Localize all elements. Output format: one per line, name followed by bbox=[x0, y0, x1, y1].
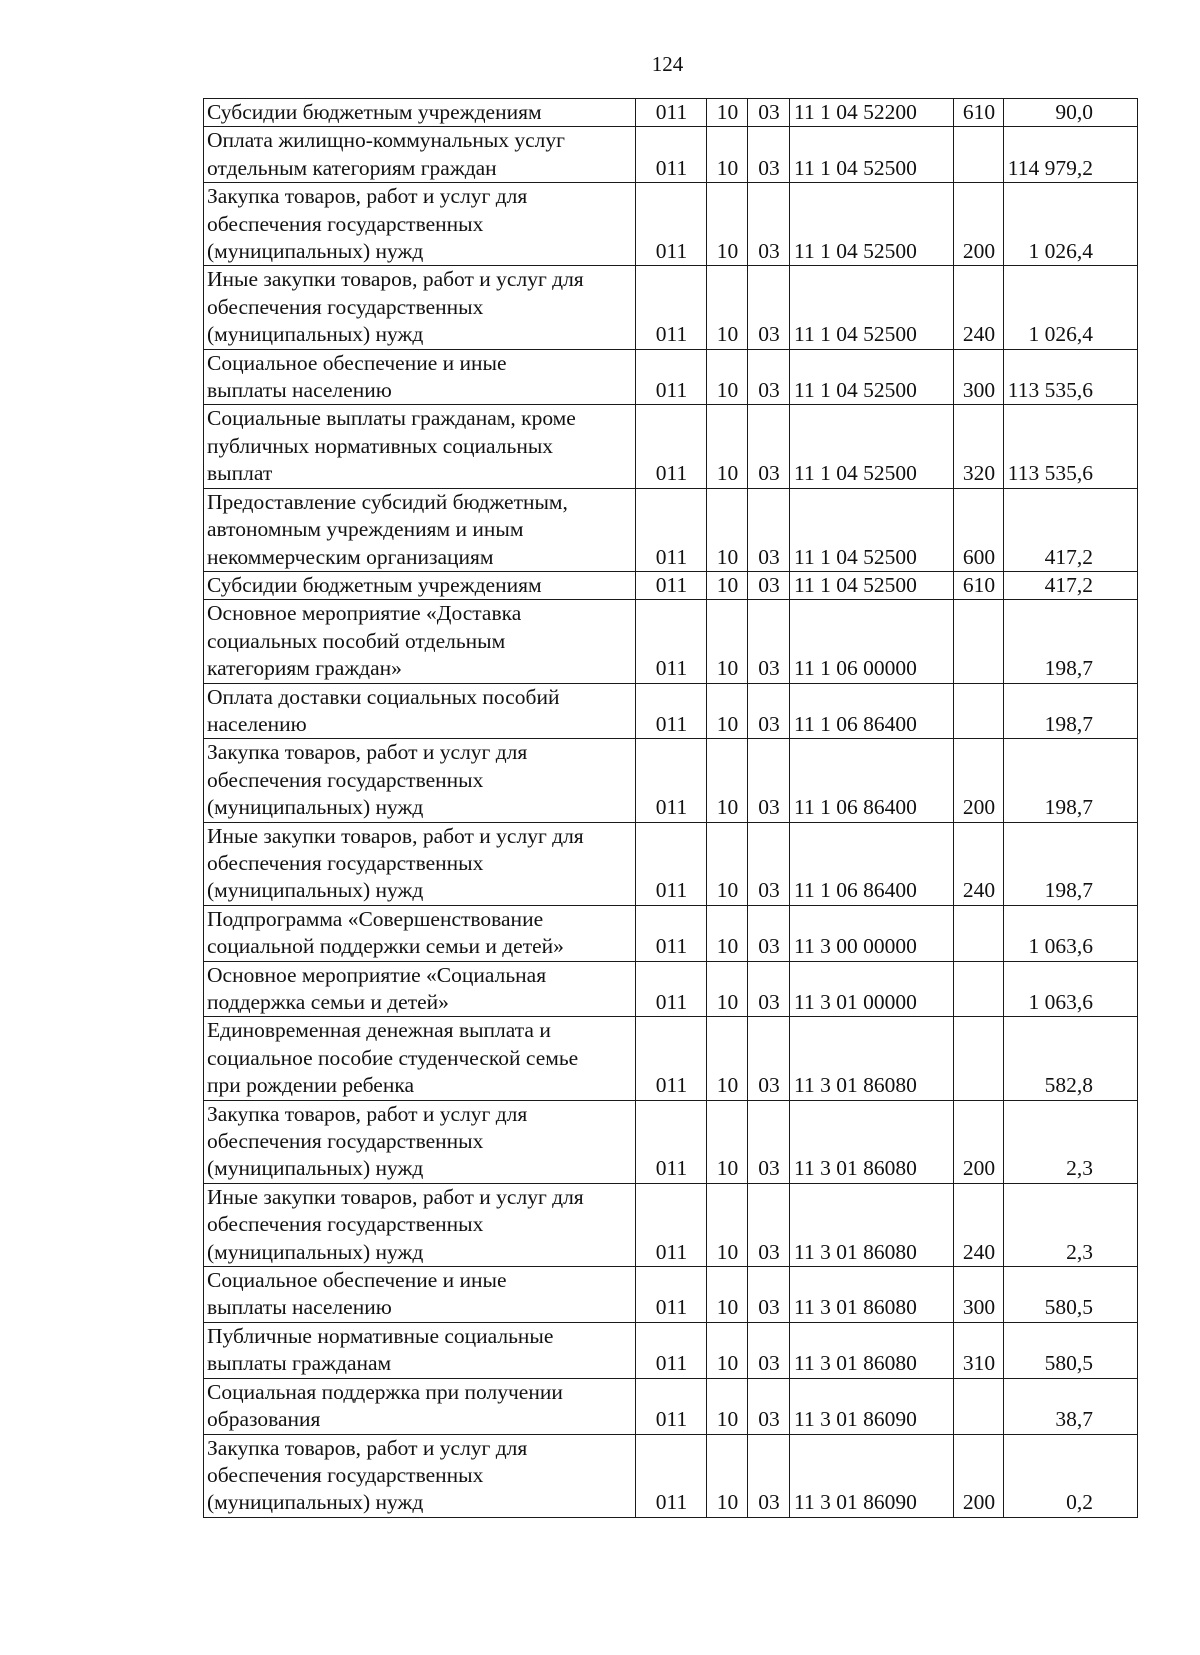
ved-code-cell: 011 bbox=[636, 905, 707, 961]
ved-code-cell: 011 bbox=[636, 683, 707, 739]
target-article-cell: 11 3 01 86080 bbox=[790, 1100, 954, 1183]
budget-table bbox=[203, 98, 1138, 1518]
target-article-cell: 11 1 06 86400 bbox=[790, 739, 954, 822]
row-name-cell: Публичные нормативные социальные выплаты гражданам bbox=[204, 1322, 636, 1378]
row-name-cell: Подпрограмма «Совершенствование социальной поддержки семьи и детей» bbox=[204, 905, 636, 961]
subsection-code-cell: 03 bbox=[748, 405, 790, 488]
ved-code-cell: 011 bbox=[636, 822, 707, 905]
ved-code-cell: 011 bbox=[636, 600, 707, 683]
table-row bbox=[204, 1267, 1138, 1323]
target-article-cell: 11 3 01 86080 bbox=[790, 1017, 954, 1100]
ved-code-cell: 011 bbox=[636, 1322, 707, 1378]
amount-cell: 0,2 bbox=[1004, 1434, 1138, 1517]
amount-cell: 417,2 bbox=[1004, 488, 1138, 571]
ved-code-cell: 011 bbox=[636, 99, 707, 127]
amount-cell: 198,7 bbox=[1004, 683, 1138, 739]
subsection-code-cell: 03 bbox=[748, 488, 790, 571]
page-number: 124 bbox=[651, 52, 684, 76]
table-row bbox=[204, 99, 1138, 127]
subsection-code-cell: 03 bbox=[748, 739, 790, 822]
table-row bbox=[204, 571, 1138, 599]
section-code-cell: 10 bbox=[707, 1100, 748, 1183]
target-article-cell: 11 1 04 52500 bbox=[790, 405, 954, 488]
expense-type-cell: 200 bbox=[954, 739, 1004, 822]
target-article-cell: 11 3 01 00000 bbox=[790, 961, 954, 1017]
table-row bbox=[204, 822, 1138, 905]
row-name-cell: Социальное обеспечение и иные выплаты населению bbox=[204, 349, 636, 405]
section-code-cell: 10 bbox=[707, 127, 748, 183]
expense-type-cell: 600 bbox=[954, 488, 1004, 571]
section-code-cell: 10 bbox=[707, 99, 748, 127]
expense-type-cell: 240 bbox=[954, 1183, 1004, 1266]
amount-cell: 2,3 bbox=[1004, 1100, 1138, 1183]
section-code-cell: 10 bbox=[707, 266, 748, 349]
section-code-cell: 10 bbox=[707, 905, 748, 961]
amount-cell: 198,7 bbox=[1004, 600, 1138, 683]
subsection-code-cell: 03 bbox=[748, 822, 790, 905]
ved-code-cell: 011 bbox=[636, 1017, 707, 1100]
row-name-cell: Оплата жилищно-коммунальных услуг отдельным категориям граждан bbox=[204, 127, 636, 183]
row-name-cell: Основное мероприятие «Доставка социальных пособий отдельным категориям граждан» bbox=[204, 600, 636, 683]
section-code-cell: 10 bbox=[707, 739, 748, 822]
expense-type-cell: 200 bbox=[954, 1100, 1004, 1183]
amount-cell: 582,8 bbox=[1004, 1017, 1138, 1100]
table-row bbox=[204, 1434, 1138, 1517]
row-name-cell: Социальные выплаты гражданам, кроме публичных нормативных социальных выплат bbox=[204, 405, 636, 488]
section-code-cell: 10 bbox=[707, 571, 748, 599]
section-code-cell: 10 bbox=[707, 600, 748, 683]
row-name-cell: Единовременная денежная выплата и социальное пособие студенческой семье при рождении ребенка bbox=[204, 1017, 636, 1100]
subsection-code-cell: 03 bbox=[748, 961, 790, 1017]
ved-code-cell: 011 bbox=[636, 571, 707, 599]
table-row bbox=[204, 1100, 1138, 1183]
section-code-cell: 10 bbox=[707, 822, 748, 905]
ved-code-cell: 011 bbox=[636, 266, 707, 349]
target-article-cell: 11 3 01 86080 bbox=[790, 1322, 954, 1378]
subsection-code-cell: 03 bbox=[748, 1378, 790, 1434]
amount-cell: 1 063,6 bbox=[1004, 905, 1138, 961]
subsection-code-cell: 03 bbox=[748, 266, 790, 349]
row-name-cell: Иные закупки товаров, работ и услуг для обеспечения государственных (муниципальных) нужд bbox=[204, 822, 636, 905]
row-name-cell: Закупка товаров, работ и услуг для обеспечения государственных (муниципальных) нужд bbox=[204, 1434, 636, 1517]
subsection-code-cell: 03 bbox=[748, 1322, 790, 1378]
row-name-cell: Иные закупки товаров, работ и услуг для обеспечения государственных (муниципальных) нужд bbox=[204, 1183, 636, 1266]
amount-cell: 113 535,6 bbox=[1004, 349, 1138, 405]
row-name-cell: Субсидии бюджетным учреждениям bbox=[204, 571, 636, 599]
amount-cell: 113 535,6 bbox=[1004, 405, 1138, 488]
subsection-code-cell: 03 bbox=[748, 1434, 790, 1517]
expense-type-cell bbox=[954, 600, 1004, 683]
subsection-code-cell: 03 bbox=[748, 183, 790, 266]
amount-cell: 417,2 bbox=[1004, 571, 1138, 599]
table-row bbox=[204, 1183, 1138, 1266]
section-code-cell: 10 bbox=[707, 1378, 748, 1434]
table-row bbox=[204, 739, 1138, 822]
expense-type-cell: 610 bbox=[954, 99, 1004, 127]
target-article-cell: 11 1 04 52500 bbox=[790, 266, 954, 349]
section-code-cell: 10 bbox=[707, 488, 748, 571]
section-code-cell: 10 bbox=[707, 349, 748, 405]
row-name-cell: Закупка товаров, работ и услуг для обеспечения государственных (муниципальных) нужд bbox=[204, 739, 636, 822]
row-name-cell: Социальное обеспечение и иные выплаты населению bbox=[204, 1267, 636, 1323]
table-row bbox=[204, 683, 1138, 739]
table-row bbox=[204, 1017, 1138, 1100]
expense-type-cell: 240 bbox=[954, 822, 1004, 905]
target-article-cell: 11 1 04 52200 bbox=[790, 99, 954, 127]
target-article-cell: 11 1 06 86400 bbox=[790, 683, 954, 739]
ved-code-cell: 011 bbox=[636, 127, 707, 183]
amount-cell: 580,5 bbox=[1004, 1267, 1138, 1323]
target-article-cell: 11 3 00 00000 bbox=[790, 905, 954, 961]
ved-code-cell: 011 bbox=[636, 1267, 707, 1323]
ved-code-cell: 011 bbox=[636, 1378, 707, 1434]
table-row bbox=[204, 349, 1138, 405]
subsection-code-cell: 03 bbox=[748, 1267, 790, 1323]
ved-code-cell: 011 bbox=[636, 961, 707, 1017]
target-article-cell: 11 1 04 52500 bbox=[790, 183, 954, 266]
target-article-cell: 11 1 04 52500 bbox=[790, 127, 954, 183]
row-name-cell: Социальная поддержка при получении образования bbox=[204, 1378, 636, 1434]
table-row bbox=[204, 127, 1138, 183]
section-code-cell: 10 bbox=[707, 1322, 748, 1378]
expense-type-cell bbox=[954, 961, 1004, 1017]
expense-type-cell: 300 bbox=[954, 1267, 1004, 1323]
row-name-cell: Иные закупки товаров, работ и услуг для обеспечения государственных (муниципальных) нужд bbox=[204, 266, 636, 349]
subsection-code-cell: 03 bbox=[748, 571, 790, 599]
expense-type-cell bbox=[954, 1017, 1004, 1100]
target-article-cell: 11 3 01 86090 bbox=[790, 1434, 954, 1517]
ved-code-cell: 011 bbox=[636, 488, 707, 571]
table-row bbox=[204, 961, 1138, 1017]
table-row bbox=[204, 488, 1138, 571]
amount-cell: 198,7 bbox=[1004, 739, 1138, 822]
ved-code-cell: 011 bbox=[636, 183, 707, 266]
table-row bbox=[204, 1378, 1138, 1434]
amount-cell: 1 026,4 bbox=[1004, 266, 1138, 349]
ved-code-cell: 011 bbox=[636, 1100, 707, 1183]
expense-type-cell: 610 bbox=[954, 571, 1004, 599]
amount-cell: 2,3 bbox=[1004, 1183, 1138, 1266]
section-code-cell: 10 bbox=[707, 183, 748, 266]
ved-code-cell: 011 bbox=[636, 739, 707, 822]
target-article-cell: 11 1 04 52500 bbox=[790, 349, 954, 405]
expense-type-cell bbox=[954, 683, 1004, 739]
subsection-code-cell: 03 bbox=[748, 1183, 790, 1266]
subsection-code-cell: 03 bbox=[748, 349, 790, 405]
row-name-cell: Предоставление субсидий бюджетным, автономным учреждениям и иным некоммерческим организациям bbox=[204, 488, 636, 571]
ved-code-cell: 011 bbox=[636, 1434, 707, 1517]
row-name-cell: Оплата доставки социальных пособий населению bbox=[204, 683, 636, 739]
subsection-code-cell: 03 bbox=[748, 600, 790, 683]
section-code-cell: 10 bbox=[707, 405, 748, 488]
expense-type-cell bbox=[954, 905, 1004, 961]
section-code-cell: 10 bbox=[707, 1267, 748, 1323]
expense-type-cell: 200 bbox=[954, 1434, 1004, 1517]
target-article-cell: 11 1 04 52500 bbox=[790, 571, 954, 599]
row-name-cell: Закупка товаров, работ и услуг для обеспечения государственных (муниципальных) нужд bbox=[204, 183, 636, 266]
ved-code-cell: 011 bbox=[636, 405, 707, 488]
section-code-cell: 10 bbox=[707, 683, 748, 739]
expense-type-cell: 310 bbox=[954, 1322, 1004, 1378]
table-row bbox=[204, 1322, 1138, 1378]
amount-cell: 114 979,2 bbox=[1004, 127, 1138, 183]
expense-type-cell: 240 bbox=[954, 266, 1004, 349]
section-code-cell: 10 bbox=[707, 961, 748, 1017]
expense-type-cell: 320 bbox=[954, 405, 1004, 488]
section-code-cell: 10 bbox=[707, 1017, 748, 1100]
amount-cell: 198,7 bbox=[1004, 822, 1138, 905]
section-code-cell: 10 bbox=[707, 1434, 748, 1517]
row-name-cell: Субсидии бюджетным учреждениям bbox=[204, 99, 636, 127]
table-body bbox=[204, 99, 1138, 1518]
section-code-cell: 10 bbox=[707, 1183, 748, 1266]
table-row bbox=[204, 183, 1138, 266]
row-name-cell: Закупка товаров, работ и услуг для обеспечения государственных (муниципальных) нужд bbox=[204, 1100, 636, 1183]
target-article-cell: 11 1 04 52500 bbox=[790, 488, 954, 571]
expense-type-cell bbox=[954, 1378, 1004, 1434]
target-article-cell: 11 1 06 86400 bbox=[790, 822, 954, 905]
row-name-cell: Основное мероприятие «Социальная поддержка семьи и детей» bbox=[204, 961, 636, 1017]
target-article-cell: 11 3 01 86080 bbox=[790, 1267, 954, 1323]
subsection-code-cell: 03 bbox=[748, 905, 790, 961]
amount-cell: 1 026,4 bbox=[1004, 183, 1138, 266]
subsection-code-cell: 03 bbox=[748, 99, 790, 127]
subsection-code-cell: 03 bbox=[748, 127, 790, 183]
target-article-cell: 11 3 01 86080 bbox=[790, 1183, 954, 1266]
target-article-cell: 11 3 01 86090 bbox=[790, 1378, 954, 1434]
subsection-code-cell: 03 bbox=[748, 683, 790, 739]
target-article-cell: 11 1 06 00000 bbox=[790, 600, 954, 683]
expense-type-cell: 300 bbox=[954, 349, 1004, 405]
table-row bbox=[204, 600, 1138, 683]
subsection-code-cell: 03 bbox=[748, 1100, 790, 1183]
ved-code-cell: 011 bbox=[636, 349, 707, 405]
table-row bbox=[204, 405, 1138, 488]
expense-type-cell bbox=[954, 127, 1004, 183]
table-row bbox=[204, 266, 1138, 349]
amount-cell: 38,7 bbox=[1004, 1378, 1138, 1434]
amount-cell: 90,0 bbox=[1004, 99, 1138, 127]
subsection-code-cell: 03 bbox=[748, 1017, 790, 1100]
ved-code-cell: 011 bbox=[636, 1183, 707, 1266]
expense-type-cell: 200 bbox=[954, 183, 1004, 266]
amount-cell: 580,5 bbox=[1004, 1322, 1138, 1378]
table-row bbox=[204, 905, 1138, 961]
amount-cell: 1 063,6 bbox=[1004, 961, 1138, 1017]
